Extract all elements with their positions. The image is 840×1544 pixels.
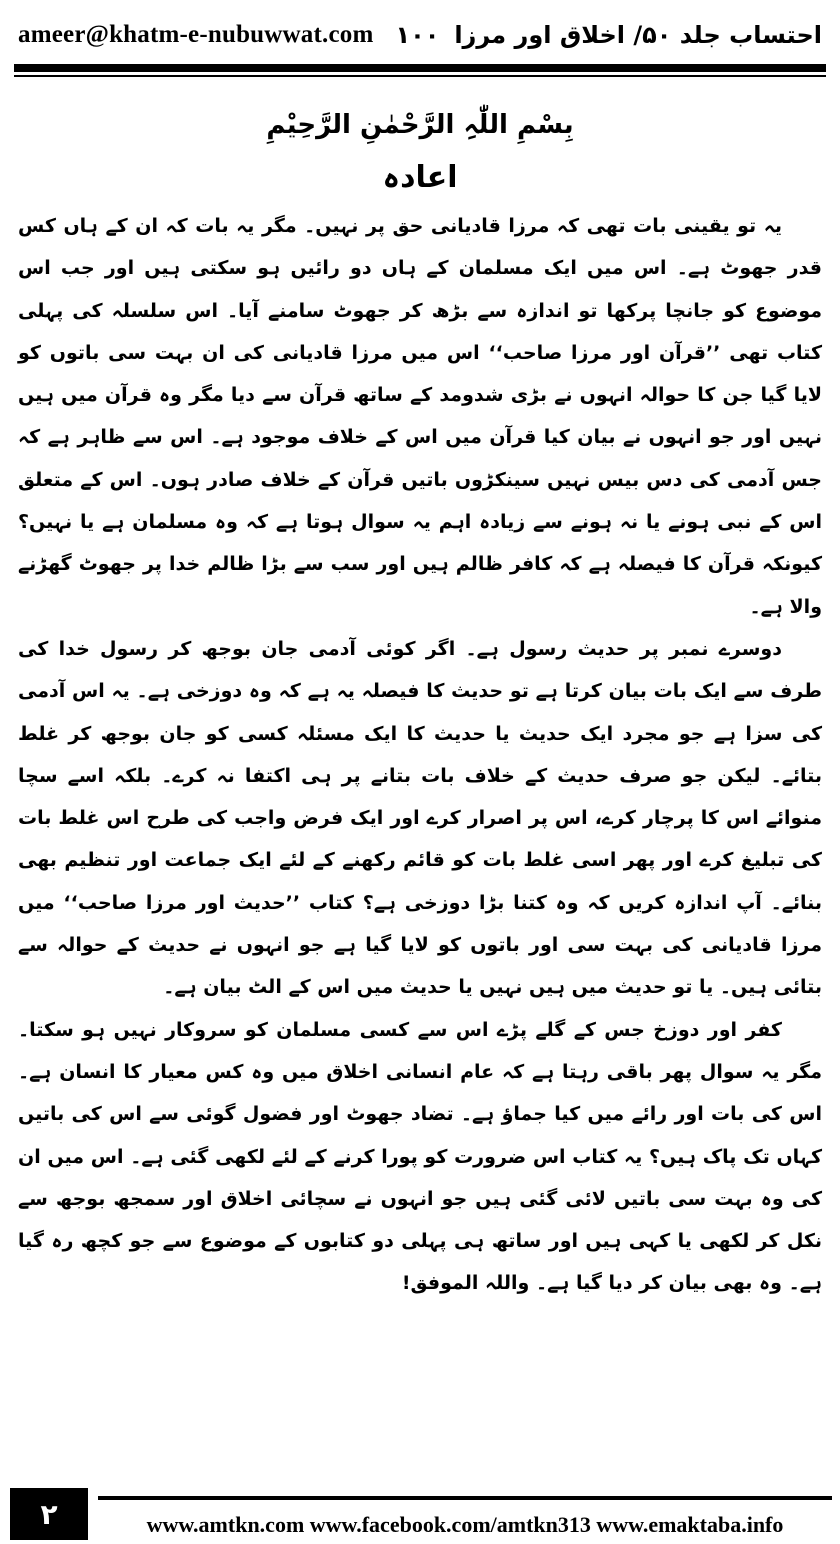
paragraph-3: کفر اور دوزخ جس کے گلے پڑے اس سے کسی مسلمان کو سروکار نہیں ہو سکتا۔ مگر یہ سوال پھر باقی رہتا ہے کہ عام انسانی اخلاق میں وہ کس معیار کا انسان ہے۔ اس کی بات اور رائے میں کیا جماؤ ہے۔ تضاد جھوٹ اور فضول گوئی سے اس کی باتیں کہاں تک پاک ہیں؟ یہ کتاب اس ضرورت کو پورا کرنے کے لئے لکھی گئی ہے۔ اس میں ان کی وہ بہت سی باتیں لائی گئی ہیں جو انہوں نے سچائی اخلاق اور سمجھ بوجھ سے نکل کر لکھی یا کہی ہیں اور ساتھ ہی پہلی دو کتابوں کے موضوع سے جو کچھ رہ گیا ہے۔ وہ بھی بیان کر دیا گیا ہے۔ واللہ الموفق! xyxy=(18,1018,822,1295)
header-left xyxy=(18,21,439,49)
header-book-title: احتساب جلد ۵۰/ اخلاق اور مرزا xyxy=(454,21,822,49)
footer-bar xyxy=(98,1496,832,1544)
body-text xyxy=(18,205,822,1305)
header-rule-thin xyxy=(14,75,826,77)
page-title: اعادہ xyxy=(382,160,458,195)
header-rule-thick xyxy=(14,64,826,72)
header-page-number: ۱۰۰ xyxy=(395,21,440,49)
footer-page-marker: ۲ xyxy=(10,1488,88,1540)
header-email[interactable]: ameer@khatm-e-nubuwwat.com xyxy=(18,21,374,48)
paragraph-2: دوسرے نمبر پر حدیث رسول ہے۔ اگر کوئی آدمی جان بوجھ کر رسول خدا کی طرف سے ایک بات بیان کرتا ہے تو حدیث کا فیصلہ یہ ہے کہ وہ دوزخی ہے۔ یہ اس آدمی کی سزا ہے جو مجرد ایک حدیث یا حدیث کا ایک مسئلہ کسی کو جان بوجھ کر غلط بتائے۔ لیکن جو صرف حدیث کے خلاف بات بتانے پر ہی اکتفا نہ کرے۔ بلکہ اسے سچا منوائے اس کا پرچار کرے، اس پر اصرار کرے اور ایک فرض واجب کی طرح اس غلط بات کی تبلیغ کرے اور پھر اسی غلط بات کو قائم رکھنے کے لئے ایک جماعت اور تنظیم بھی بنائے۔ آپ اندازہ کریں کہ وہ کتنا بڑا دوزخی ہے؟ کتاب ’’حدیث اور مرزا صاحب‘‘ میں مرزا قادیانی کی بہت سی اور باتوں کو لایا گیا ہے جو انہوں نے حدیث کے حوالہ سے بتائی ہیں۔ یا تو حدیث میں ہیں نہیں یا حدیث میں اس کے الٹ بیان ہے۔ xyxy=(18,637,822,999)
footer-links[interactable]: www.amtkn.com www.facebook.com/amtkn313 www.emaktaba.info xyxy=(146,1512,784,1537)
paragraph-1: یہ تو یقینی بات تھی کہ مرزا قادیانی حق پر نہیں۔ مگر یہ بات کہ ان کے ہاں کس قدر جھوٹ ہے۔ اس میں ایک مسلمان کے ہاں دو رائیں ہو سکتی ہیں اور جب اس موضوع کو جانچا پرکھا تو اندازہ سے بڑھ کر جھوٹ سامنے آیا۔ اس سلسلہ کی پہلی کتاب تھی ’’قرآن اور مرزا صاحب‘‘ اس میں مرزا قادیانی کی ان بہت سی باتوں کو لایا گیا جن کا حوالہ انہوں نے بڑی شدومد کے ساتھ قرآن سے دیا مگر وہ قرآن میں ہیں نہیں اور جو انہوں نے بیان کیا قرآن میں اس کے خلاف موجود ہے۔ اس سے ظاہر ہے کہ جس آدمی کی دس بیس نہیں سینکڑوں باتیں قرآن کے خلاف صادر ہوں۔ اس کے متعلق اس کے نبی ہونے یا نہ ہونے سے زیادہ اہم یہ سوال ہوتا ہے کہ وہ مسلمان ہے یا نہیں؟ کیونکہ قرآن کا فیصلہ ہے کہ کافر ظالم ہیں اور سب سے بڑا ظالم خدا پر جھوٹ گھڑنے والا ہے۔ xyxy=(18,215,822,618)
bismillah: بِسْمِ اللّٰہِ الرَّحْمٰنِ الرَّحِیْمِ xyxy=(266,110,574,140)
page-footer xyxy=(0,1488,840,1540)
page-header xyxy=(18,14,822,56)
